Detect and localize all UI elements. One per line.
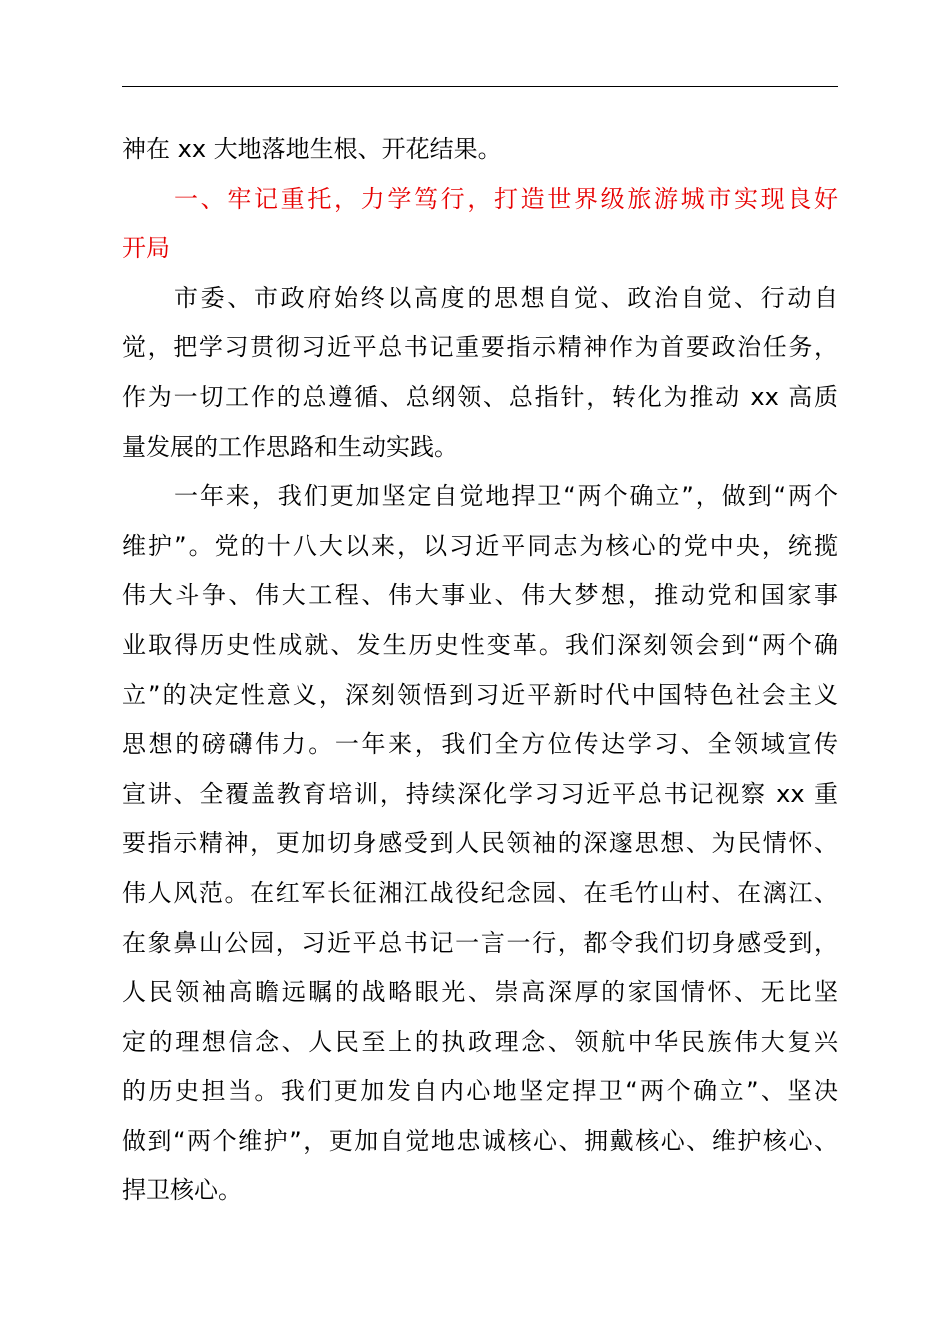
section-heading-line-1: 一、牢记重托，力学笃行，打造世界级旅游城市实现良好: [174, 184, 838, 213]
paragraph-2-line-13: 的历史担当。我们更加发自内心地坚定捍卫“两个确立”、坚决: [122, 1077, 838, 1106]
paragraph-1-line-1: 市委、市政府始终以高度的思想自觉、政治自觉、行动自: [174, 283, 838, 312]
document-body: [122, 125, 838, 1216]
paragraph-2-line-3: 伟大斗争、伟大工程、伟大事业、伟大梦想，推动党和国家事: [122, 581, 838, 610]
paragraph-2-line-2: 维护”。党的十八大以来，以习近平同志为核心的党中央，统揽: [122, 531, 838, 560]
paragraph-2-line-12: 定的理想信念、人民至上的执政理念、领航中华民族伟大复兴: [122, 1027, 838, 1056]
paragraph-2-line-14: 做到“两个维护”，更加自觉地忠诚核心、拥戴核心、维护核心、: [122, 1126, 838, 1155]
paragraph-2: [122, 472, 838, 1216]
paragraph-2-line-8: 要指示精神，更加切身感受到人民领袖的深邃思想、为民情怀、: [122, 829, 838, 858]
paragraph-1-line-3: 作为一切工作的总遵循、总纲领、总指针，转化为推动 xx 高质: [122, 382, 838, 411]
section-heading-line-2: 开局: [122, 234, 170, 263]
paragraph-2-line-9: 伟人风范。在红军长征湘江战役纪念园、在毛竹山村、在漓江、: [122, 878, 838, 907]
paragraph-2-line-10: 在象鼻山公园，习近平总书记一言一行，都令我们切身感受到，: [122, 928, 838, 957]
paragraph-2-line-15: 捍卫核心。: [122, 1176, 242, 1205]
section-heading: [122, 175, 838, 274]
paragraph-1-line-2: 觉，把学习贯彻习近平总书记重要指示精神作为首要政治任务，: [122, 333, 838, 362]
paragraph-2-line-1: 一年来，我们更加坚定自觉地捍卫“两个确立”，做到“两个: [174, 482, 838, 511]
paragraph-2-line-11: 人民领袖高瞻远瞩的战略眼光、崇高深厚的家国情怀、无比坚: [122, 978, 838, 1007]
opening-line: 神在 xx 大地落地生根、开花结果。: [122, 135, 502, 163]
paragraph-2-line-4: 业取得历史性成就、发生历史性变革。我们深刻领会到“两个确: [122, 630, 838, 659]
paragraph-1: [122, 274, 838, 472]
paragraph-1-line-4: 量发展的工作思路和生动实践。: [122, 432, 458, 461]
header-rule: [122, 86, 838, 87]
paragraph-2-line-5: 立”的决定性意义，深刻领悟到习近平新时代中国特色社会主义: [122, 680, 838, 709]
paragraph-2-line-7: 宣讲、全覆盖教育培训，持续深化学习习近平总书记视察 xx 重: [122, 779, 838, 808]
paragraph-2-line-6: 思想的磅礴伟力。一年来，我们全方位传达学习、全领域宣传: [122, 730, 838, 759]
